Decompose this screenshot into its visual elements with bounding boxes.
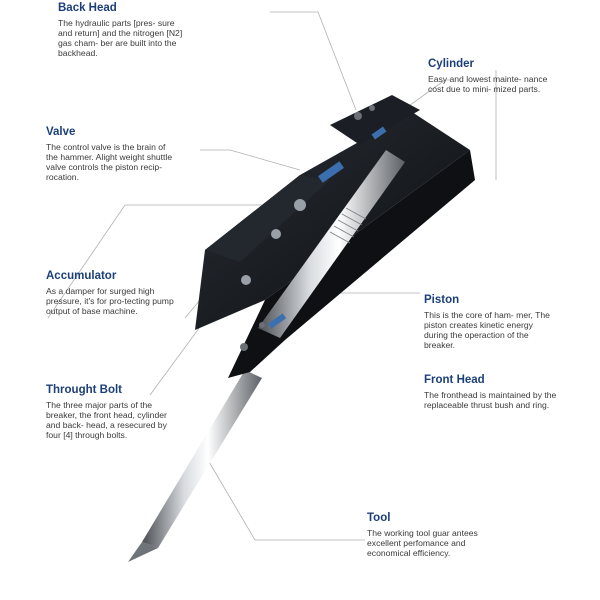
- back-head-title: Back Head: [58, 2, 117, 14]
- accumulator-text: As a damper for surged high pressure, it's for pro-tecting pump output of base machine.: [46, 286, 174, 316]
- label-back-head: [58, 2, 248, 58]
- front-head-title: Front Head: [424, 374, 485, 386]
- throught-bolt-text: The three major parts of the breaker, the front head, cylinder and back- head, a resecured by four [4] through bolts.: [46, 400, 167, 440]
- valve-title: Valve: [46, 126, 76, 138]
- throught-bolt-title: Throught Bolt: [46, 384, 123, 396]
- piston-title: Piston: [424, 294, 460, 306]
- label-cylinder: [428, 58, 593, 94]
- label-front-head: [424, 374, 594, 410]
- cylinder-text: Easy and lowest mainte- nance cost due to mini- mized parts.: [428, 74, 548, 94]
- tool-title: Tool: [367, 512, 391, 524]
- label-throught-bolt: [46, 384, 216, 440]
- label-piston: [424, 294, 589, 350]
- label-accumulator: [46, 270, 221, 316]
- back-head-text: The hydraulic parts [pres- sure and return] and the nitrogen [N2] gas cham- ber are built into the backhead.: [58, 18, 183, 58]
- accumulator-title: Accumulator: [46, 270, 117, 282]
- front-head-text: The fronthead is maintained by the replaceable thrust bush and ring.: [424, 390, 557, 410]
- back-head-leader: [270, 12, 356, 110]
- piston-text: This is the core of ham- mer, The piston creates kinetic energy during the operaction of the breaker.: [424, 310, 550, 350]
- tool-text: The working tool guar antees excellent perfomance and economical efficiency.: [367, 528, 478, 558]
- tool-leader: [205, 455, 365, 540]
- valve-text: The control valve is the brain of the hammer. Alight weight shuttle valve controls the piston recip- rocation.: [46, 142, 173, 182]
- label-valve: [46, 126, 226, 182]
- cylinder-title: Cylinder: [428, 58, 475, 70]
- label-tool: [367, 512, 532, 558]
